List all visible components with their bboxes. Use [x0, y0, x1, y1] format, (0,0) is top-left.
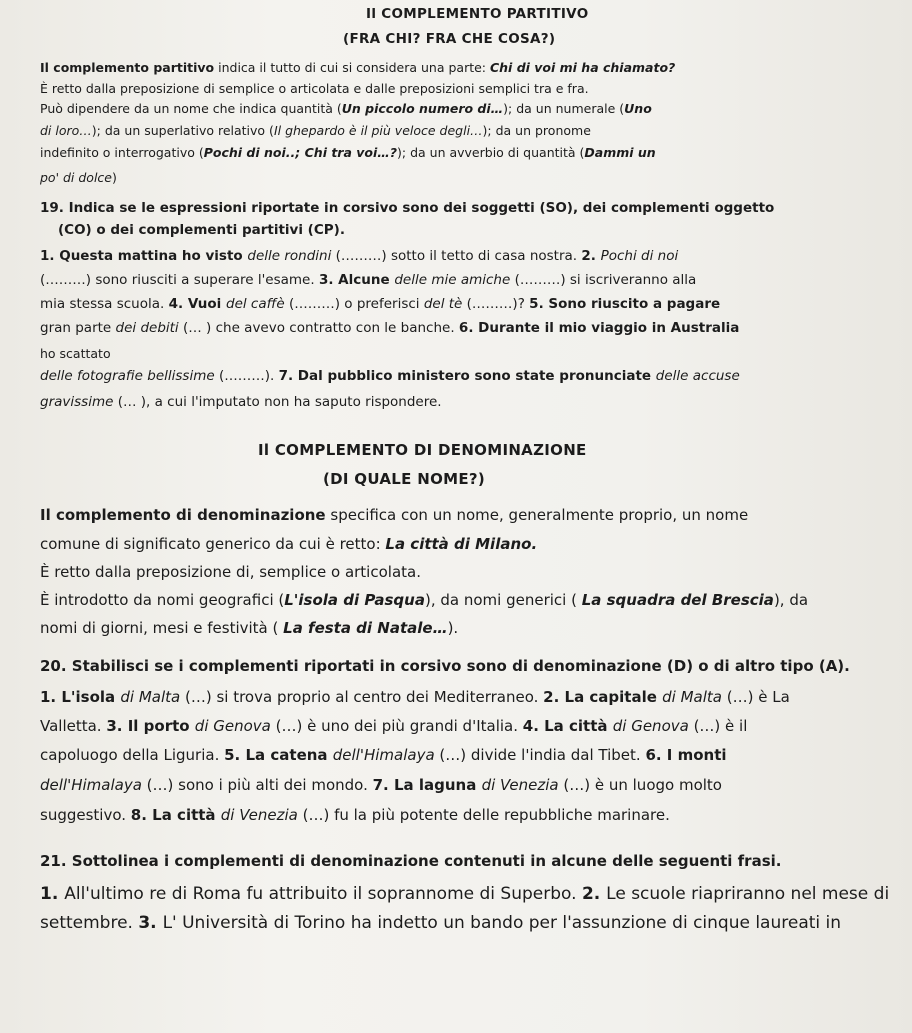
exercise-19-line-1: 1. Questa mattina ho visto delle rondini (………) sotto il tetto di casa nostra. 2. Pochi di noi [40, 248, 679, 264]
exercise-19-line-4: gran parte dei debiti (… ) che avevo contratto con le banche. 6. Durante il mio viaggio in Australia [40, 320, 740, 336]
exercise-19-line-2: (………) sono riusciti a superare l'esame. 3. Alcune delle mie amiche (………) si iscriveranno alla [40, 272, 697, 288]
exercise-21-line-2: settembre. 3. L' Università di Torino ha indetto un bando per l'assunzione di cinque laureati in [40, 913, 842, 933]
denominazione-definition-line-2: comune di significato generico da cui è retto: La città di Milano. [40, 535, 538, 553]
partitivo-definition-line-4: di loro…); da un superlativo relativo (Il ghepardo è il più veloce degli…); da un pronome [40, 123, 591, 138]
exercise-19-title: 19. Indica se le espressioni riportate in corsivo sono dei soggetti (SO), dei complementi oggetto [40, 200, 775, 216]
exercise-19-title-cont: (CO) o dei complementi partitivi (CP). [58, 222, 345, 238]
exercise-20-title: 20. Stabilisci se i complementi riportati in corsivo sono di denominazione (D) o di altro tipo (A). [40, 657, 850, 675]
exercise-19-line-3: mia stessa scuola. 4. Vuoi del caffè (………) o preferisci del tè (………)? 5. Sono riuscito a pagare [40, 296, 721, 312]
exercise-20-line-2: Valletta. 3. Il porto di Genova (…) è uno dei più grandi d'Italia. 4. La città di Genova (…) è il [40, 717, 748, 735]
exercise-19-line-7: gravissime (… ), a cui l'imputato non ha saputo rispondere. [40, 394, 442, 410]
partitivo-definition-line-6: po' di dolce) [40, 170, 117, 185]
denominazione-definition-line-3: È retto dalla preposizione di, semplice o articolata. [40, 563, 421, 581]
section-subtitle-partitivo: (FRA CHI? FRA CHE COSA?) [343, 31, 556, 47]
partitivo-definition-line-5: indefinito o interrogativo (Pochi di noi..; Chi tra voi…?); da un avverbio di quantità (Dammi un [40, 145, 656, 160]
partitivo-definition-line-1: Il complemento partitivo indica il tutto di cui si considera una parte: Chi di voi mi ha chiamato? [40, 60, 676, 75]
exercise-20-line-3: capoluogo della Liguria. 5. La catena dell'Himalaya (…) divide l'india dal Tibet. 6. I monti [40, 746, 727, 764]
partitivo-definition-line-3: Può dipendere da un nome che indica quantità (Un piccolo numero di…); da un numerale (Uno [40, 101, 652, 116]
section-title-denominazione: Il COMPLEMENTO DI DENOMINAZIONE [258, 441, 587, 459]
exercise-21-line-1: 1. All'ultimo re di Roma fu attribuito il soprannome di Superbo. 2. Le scuole riapriranno nel mese di [40, 884, 890, 904]
denominazione-definition-line-1: Il complemento di denominazione specifica con un nome, generalmente proprio, un nome [40, 506, 749, 524]
exercise-20-line-1: 1. L'isola di Malta (…) si trova proprio al centro dei Mediterraneo. 2. La capitale di Malta (…) è La [40, 688, 790, 706]
exercise-19-line-6: delle fotografie bellissime (………). 7. Dal pubblico ministero sono state pronunciate delle accuse [40, 368, 740, 384]
partitivo-definition-line-2: È retto dalla preposizione di semplice o articolata e dalle preposizioni semplici tra e fra. [40, 81, 589, 96]
exercise-20-line-4: dell'Himalaya (…) sono i più alti dei mondo. 7. La laguna di Venezia (…) è un luogo molto [40, 776, 722, 794]
section-title-partitivo: Il COMPLEMENTO PARTITIVO [366, 6, 589, 22]
section-subtitle-denominazione: (DI QUALE NOME?) [323, 470, 486, 488]
exercise-20-line-5: suggestivo. 8. La città di Venezia (…) fu la più potente delle repubbliche marinare. [40, 806, 670, 824]
denominazione-definition-line-4: È introdotto da nomi geografici (L'isola di Pasqua), da nomi generici ( La squadra del Brescia), da [40, 591, 809, 609]
exercise-19-line-5: ho scattato [40, 346, 111, 361]
exercise-21-title: 21. Sottolinea i complementi di denominazione contenuti in alcune delle seguenti frasi. [40, 852, 782, 870]
denominazione-definition-line-5: nomi di giorni, mesi e festività ( La festa di Natale…). [40, 619, 459, 637]
